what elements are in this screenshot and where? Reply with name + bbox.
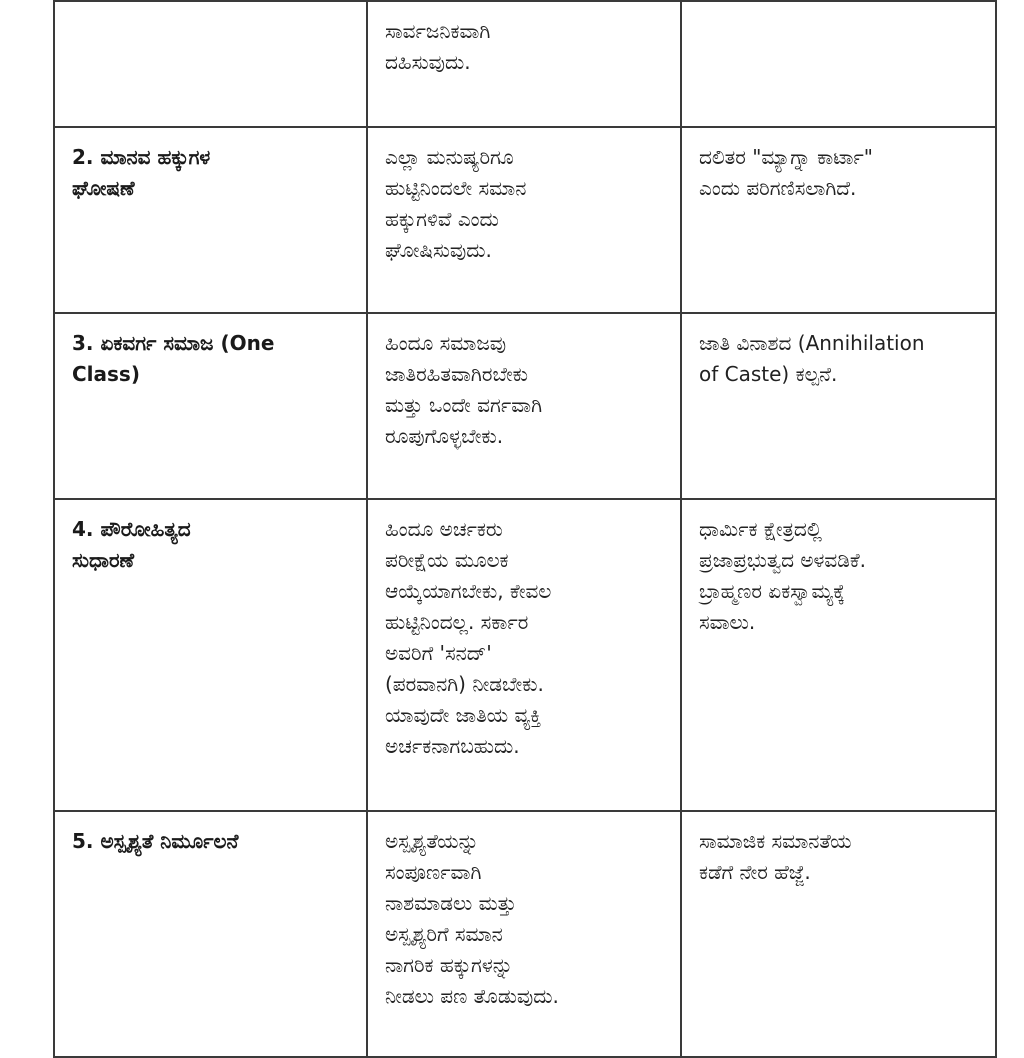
- description-cell: [367, 127, 681, 313]
- description-text: ಎಲ್ಲಾ ಮನುಷ್ಯರಿಗೂ ಹುಟ್ಟಿನಿಂದಲೇ ಸಮಾನ ಹಕ್ಕುಗಳಿವೆ ಎಂದು ಘೋಷಿಸುವುದು.: [385, 145, 527, 262]
- description-cell: [367, 313, 681, 499]
- table-row: [54, 127, 996, 313]
- description-text: ಅಸ್ಪೃಶ್ಯತೆಯನ್ನು ಸಂಪೂರ್ಣವಾಗಿ ನಾಶಮಾಡಲು ಮತ್ತು ಅಸ್ಪೃಶ್ಯರಿಗೆ ಸಮಾನ ನಾಗರಿಕ ಹಕ್ಕುಗಳನ್ನು ನೀಡಲು ಪಣ ತೊಡುವುದು.: [385, 829, 559, 1008]
- description-text: ಸಾರ್ವಜನಿಕವಾಗಿ ದಹಿಸುವುದು.: [385, 19, 491, 74]
- topic-text: 2. ಮಾನವ ಹಕ್ಕುಗಳ ಘೋಷಣೆ: [72, 145, 211, 200]
- significance-cell: [681, 313, 996, 499]
- table-row: [54, 1, 996, 127]
- description-cell: [367, 811, 681, 1057]
- topic-text: 4. ಪೌರೋಹಿತ್ಯದ ಸುಧಾರಣೆ: [72, 517, 191, 572]
- significance-cell: [681, 1, 996, 127]
- significance-text: ಧಾರ್ಮಿಕ ಕ್ಷೇತ್ರದಲ್ಲಿ ಪ್ರಜಾಪ್ರಭುತ್ವದ ಅಳವಡಿಕೆ. ಬ್ರಾಹ್ಮಣರ ಏಕಸ್ವಾಮ್ಯಕ್ಕೆ ಸವಾಲು.: [699, 517, 867, 634]
- description-cell: [367, 499, 681, 811]
- topic-cell: [54, 127, 367, 313]
- description-text: ಹಿಂದೂ ಅರ್ಚಕರು ಪರೀಕ್ಷೆಯ ಮೂಲಕ ಆಯ್ಕೆಯಾಗಬೇಕು, ಕೇವಲ ಹುಟ್ಟಿನಿಂದಲ್ಲ. ಸರ್ಕಾರ ಅವರಿಗೆ 'ಸನದ್' (ಪರವಾನಗಿ) ನೀಡಬೇಕು. ಯಾವುದೇ ಜಾತಿಯ ವ್ಯಕ್ತಿ ಅರ್ಚಕನಾಗಬಹುದು.: [385, 517, 552, 758]
- description-text: ಹಿಂದೂ ಸಮಾಜವು ಜಾತಿರಹಿತವಾಗಿರಬೇಕು ಮತ್ತು ಒಂದೇ ವರ್ಗವಾಗಿ ರೂಪುಗೊಳ್ಳಬೇಕು.: [385, 331, 543, 448]
- table-row: [54, 313, 996, 499]
- significance-cell: [681, 811, 996, 1057]
- topic-cell: [54, 313, 367, 499]
- significance-text: ಸಾಮಾಜಿಕ ಸಮಾನತೆಯ ಕಡೆಗೆ ನೇರ ಹೆಜ್ಜೆ.: [699, 829, 852, 884]
- table-row: [54, 499, 996, 811]
- content-table: [53, 0, 997, 1058]
- significance-text: ದಲಿತರ "ಮ್ಯಾಗ್ನಾ ಕಾರ್ಟಾ" ಎಂದು ಪರಿಗಣಿಸಲಾಗಿದೆ.: [699, 145, 873, 200]
- significance-text: ಜಾತಿ ವಿನಾಶದ (Annihilation of Caste) ಕಲ್ಪನೆ.: [699, 331, 925, 386]
- table-row: [54, 811, 996, 1057]
- description-cell: [367, 1, 681, 127]
- topic-cell: [54, 1, 367, 127]
- topic-cell: [54, 811, 367, 1057]
- topic-cell: [54, 499, 367, 811]
- significance-cell: [681, 127, 996, 313]
- significance-cell: [681, 499, 996, 811]
- topic-text: 3. ಏಕವರ್ಗ ಸಮಾಜ (One Class): [72, 331, 275, 386]
- topic-text: 5. ಅಸ್ಪೃಶ್ಯತೆ ನಿರ್ಮೂಲನೆ: [72, 829, 239, 853]
